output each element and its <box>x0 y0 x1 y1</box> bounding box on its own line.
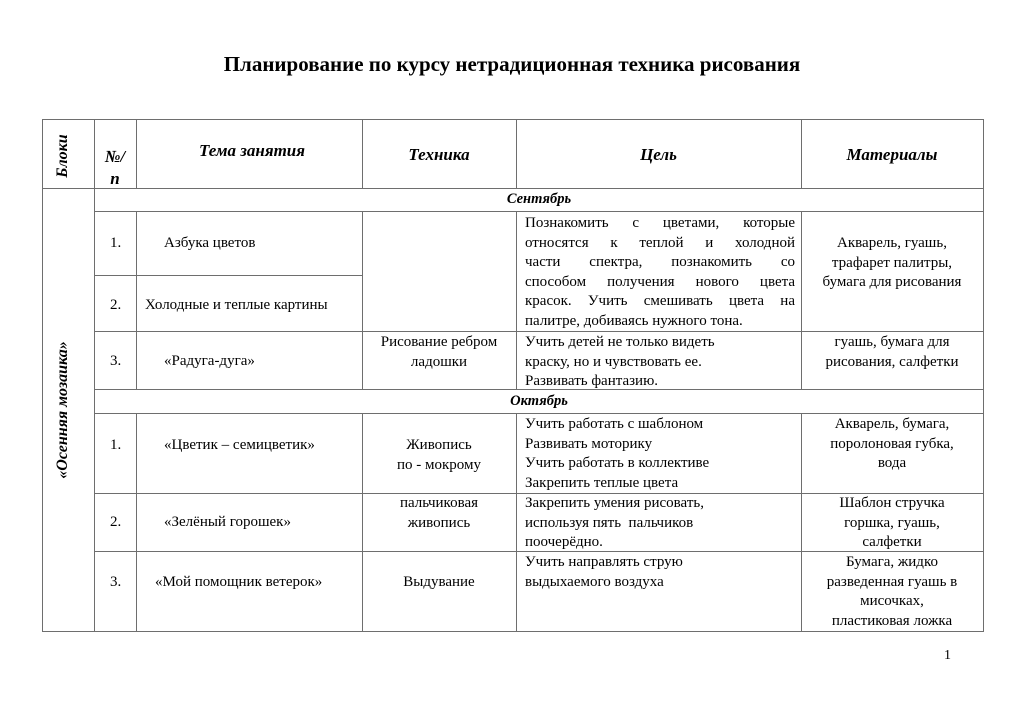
block-name: «Осенняя мозаика» <box>54 341 71 479</box>
row-topic: «Цветик – семицветик» <box>164 437 315 453</box>
row-goal: Учить детей не только видеть краску, но и чувствовать ее. Развивать фантазию. <box>525 334 715 389</box>
page-title: Планирование по курсу нетрадиционная техника рисования <box>223 52 801 76</box>
header-goal: Цель <box>640 145 677 164</box>
row-topic: Холодные и теплые картины <box>145 297 328 313</box>
row-number: 1. <box>110 437 122 453</box>
shared-goal: Познакомить с цветами, которые относятся к теплой и холодной части спектра, познакомить со способом получения нового цвета красок. Учить смешивать цвета на палитре, добиваясь нужного тона. <box>525 215 795 329</box>
row-materials: Акварель, бумага, поролоновая губка, вода <box>830 416 954 471</box>
row-topic: «Радуга-дуга» <box>164 353 255 369</box>
row-number: 3. <box>110 353 122 369</box>
row-topic: Азбука цветов <box>164 235 256 251</box>
row-materials: гуашь, бумага для рисования, салфетки <box>825 334 959 370</box>
month-october: Октябрь <box>510 393 568 409</box>
row-topic: «Мой помощник ветерок» <box>155 574 323 590</box>
month-september: Сентябрь <box>506 191 572 207</box>
row-technique: Рисование ребром ладошки <box>380 334 498 370</box>
row-technique: Выдувание <box>403 574 475 590</box>
header-blocks: Блоки <box>54 134 71 178</box>
header-topic: Тема занятия <box>198 141 306 160</box>
row-technique: пальчиковая живопись <box>399 495 479 531</box>
row-materials: Шаблон стручка горшка, гуашь, салфетки <box>839 495 945 550</box>
row-number: 1. <box>110 235 122 251</box>
header-materials: Материалы <box>846 145 938 164</box>
row-technique: Живопись по - мокрому <box>396 437 481 473</box>
row-number: 2. <box>110 514 122 530</box>
row-number: 2. <box>110 297 122 313</box>
row-number: 3. <box>110 574 122 590</box>
row-goal: Закрепить умения рисовать, используя пять пальчиков поочерёдно. <box>525 495 704 550</box>
header-technique: Техника <box>408 145 470 164</box>
row-goal: Учить работать с шаблоном Развивать моторику Учить работать в коллективе Закрепить теплые цвета <box>525 416 710 491</box>
header-number: №/ п <box>104 147 126 188</box>
shared-materials: Акварель, гуашь, трафарет палитры, бумага для рисования <box>822 235 962 290</box>
row-topic: «Зелёный горошек» <box>164 514 291 530</box>
row-goal: Учить направлять струю выдыхаемого воздуха <box>525 554 683 590</box>
row-materials: Бумага, жидко разведенная гуашь в мисочках, пластиковая ложка <box>826 554 958 629</box>
page-number: 1 <box>944 648 951 663</box>
